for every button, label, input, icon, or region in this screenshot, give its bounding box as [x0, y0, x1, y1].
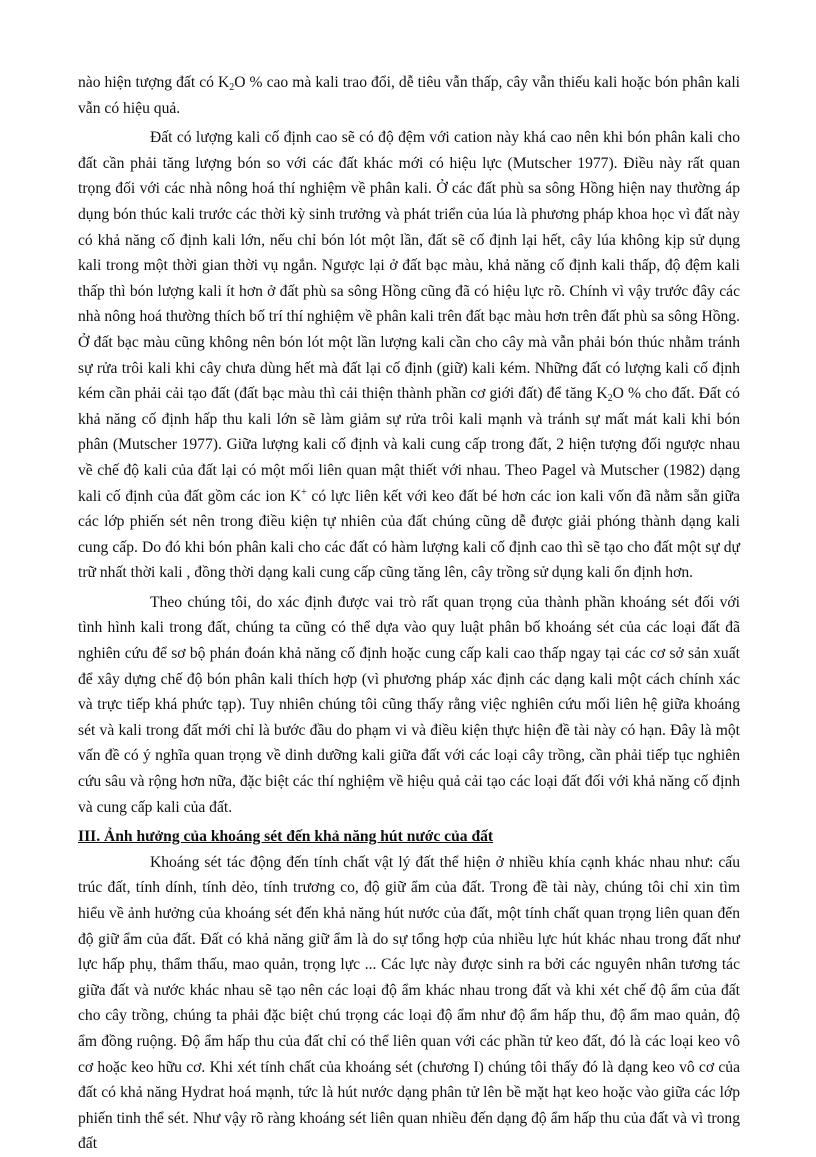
paragraph-conclusion: Theo chúng tôi, do xác định được vai trò rất quan trọng của thành phần khoáng sét đối với tình hình kali trong đất, chúng ta cũng có thể dựa vào quy luật phân bố khoáng sét của các loại đất đã nghiên cứu để sơ bộ phán đoán khả năng cố định hoặc cung cấp kali cao thấp ngay tại các cơ sở sản xuất để xây dựng chế độ bón phân kali thích hợp (vì phương pháp xác định các dạng kali một cách chính xác và trực tiếp khá phức tạp). Tuy nhiên chúng tôi cũng thấy rằng việc nghiên cứu mối liên hệ giữa khoáng sét và kali trong đất mới chỉ là bước đầu do phạm vi và điều kiện thực hiện đề tài này có hạn. Đây là một vấn đề có ý nghĩa quan trọng về dinh dưỡng kali giữa đất với các loại cây trồng, cần phải tiếp tục nghiên cứu sâu và rộng hơn nữa, đặc biệt các thí nghiệm về hiệu quả cải tạo các loại đất đối với khả năng cố định và cung cấp kali của đất.	[78, 593, 740, 816]
paragraph-continuation: nào hiện tượng đất có $K_2O$ % cao mà kali trao đổi, dễ tiêu vẫn thấp, cây vẫn thiếu kali hoặc bón phân kali vẫn có hiệu quả.	[78, 74, 740, 117]
paragraph-water-absorption: Khoáng sét tác động đến tính chất vật lý đất thể hiện ở nhiều khía cạnh khác nhau như: cấu trúc đất, tính dính, tính dẻo, tính trương co, độ giữ ẩm của đất. Trong đề tài này, chúng tôi chỉ xin tìm hiểu về ảnh hưởng của khoáng sét đến khả năng hút nước của đất, một tính chất quan trọng liên quan đến độ giữ ẩm của đất. Đất có khả năng giữ ẩm là do sự tổng hợp của nhiều lực hút khác nhau trong đất như lực hấp phụ, thẩm thấu, mao quản, trọng lực ... Các lực này được sinh ra bởi các nguyên nhân tương tác giữa đất và nước khác nhau sẽ tạo nên các loại độ ẩm khác nhau trong đất và khi xét chế độ ẩm của đất cho cây trồng, chúng ta phải đặc biệt chú trọng các loại độ ẩm như độ ẩm hấp thu, độ ẩm mao quản, độ ẩm đồng ruộng. Độ ẩm hấp thu của đất chỉ có thể liên quan với các phần tử keo đất, đó là các loại keo vô cơ hoặc keo hữu cơ. Khi xét tính chất của khoáng sét (chương I) chúng tôi thấy đó là dạng keo vô cơ của đất có khả năng Hydrat hoá mạnh, tức là hút nước dạng phân tử lên bề mặt hạt keo hoặc vào giữa các lớp phiến tinh thể sét. Như vậy rõ ràng khoáng sét liên quan nhiều đến dạng độ ẩm hấp thu của đất và vì trong đất	[78, 853, 740, 1153]
paragraph-fixed-potassium: Đất có lượng kali cố định cao sẽ có độ đệm với cation này khá cao nên khi bón phân kali cho đất cần phải tăng lượng bón so với các đất khác mới có hiệu lực (Mutscher 1977). Điều này rất quan trọng đối với các nhà nông hoá thí nghiệm về phân kali. Ở các đất phù sa sông Hồng hiện nay thường áp dụng bón thúc kali trước các thời kỳ sinh trưởng và phát triển của lúa là phương pháp khoa học vì đất này có khả năng cố định kali lớn, nếu chỉ bón lót một lần, đất sẽ cố định lại hết, cây lúa không kịp sử dụng kali trong một thời gian thời vụ ngắn. Ngược lại ở đất bạc màu, khả năng cố định kali thấp, độ đệm kali thấp thì bón lượng kali ít hơn ở đất phù sa sông Hồng cũng đã có hiệu lực rõ. Chính vì vậy trước đây các nhà nông hoá thường thích bố trí thí nghiệm về phân kali trên đất bạc màu hơn trên đất phù sa sông Hồng. Ở đất bạc màu cũng không nên bón lót một lần lượng kali cần cho cây mà vẫn phải bón thúc nhằm tránh sự rửa trôi kali khi cây chưa dùng hết mà đất lại cố định (giữ) kali kém. Những đất có lượng kali cố định kém cần phải cải tạo đất (đất bạc màu thì cải thiện thành phần cơ giới đất) để tăng $K_2O$ % cho đất. Đất có khả năng cố định hấp thu kali lớn sẽ làm giảm sự rửa trôi kali mạnh và tránh sự mất mát kali khi bón phân (Mutscher 1977). Giữa lượng kali cố định và kali cung cấp trong đất, 2 hiện tượng đối ngược nhau về chế độ kali của đất lại có một mối liên quan mật thiết với nhau. Theo Pagel và Mutscher (1982) dạng kali cố định của đất gồm các ion K+ có lực liên kết với keo đất bé hơn các ion kali vốn đã nằm sẵn giữa các lớp phiến sét nên trong điều kiện tự nhiên của đất chúng cũng dễ được giải phóng thành dạng kali cung cấp. Do đó khi bón phân kali cho các đất có hàm lượng kali cố định cao thì sẽ tạo cho đất một sự dự trữ nhất thời kali , đồng thời dạng kali cung cấp cũng tăng lên, cây trồng sử dụng kali ổn định hơn.	[78, 129, 740, 582]
section-heading: III. Ảnh hưởng của khoáng sét đến khả năng hút nước của đất	[78, 828, 494, 846]
